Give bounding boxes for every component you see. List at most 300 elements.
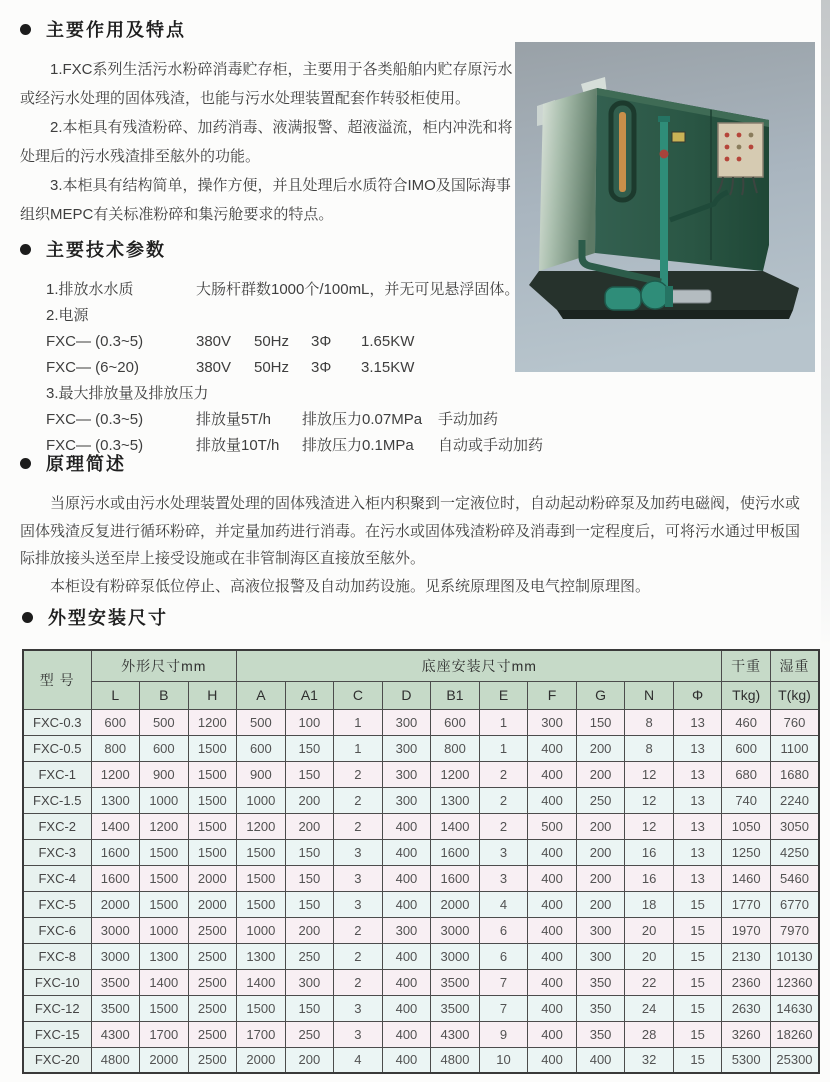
value-cell: 1 <box>479 709 528 735</box>
value-cell: 3500 <box>91 969 140 995</box>
value-cell: 1500 <box>188 813 237 839</box>
value-cell: 150 <box>285 891 334 917</box>
value-cell: 150 <box>285 761 334 787</box>
value-cell: 1300 <box>140 943 189 969</box>
value-cell: 1500 <box>237 995 286 1021</box>
header-col: B1 <box>431 681 480 709</box>
value-cell: 600 <box>91 709 140 735</box>
value-cell: 1300 <box>91 787 140 813</box>
header-col: C <box>334 681 383 709</box>
value-cell: 400 <box>382 995 431 1021</box>
section-title: 主要作用及特点 <box>46 20 186 40</box>
value-cell: 2 <box>334 943 383 969</box>
value-cell: 350 <box>576 969 625 995</box>
value-cell: 13 <box>673 813 722 839</box>
value-cell: 250 <box>285 943 334 969</box>
value-cell: 150 <box>285 735 334 761</box>
value-cell: 400 <box>528 969 577 995</box>
discharge-rate: 排放量10T/h <box>196 437 280 454</box>
table-row <box>23 943 819 969</box>
value-cell: 600 <box>237 735 286 761</box>
value-cell: 3 <box>334 1021 383 1047</box>
dimensions-table-head <box>23 650 819 709</box>
value-cell: 1500 <box>188 839 237 865</box>
model-cell: FXC-1.5 <box>23 787 91 813</box>
value-cell: 200 <box>576 761 625 787</box>
value-cell: 15 <box>673 943 722 969</box>
value-cell: 2500 <box>188 917 237 943</box>
table-row <box>23 787 819 813</box>
bullet-icon <box>22 612 33 623</box>
value-cell: 2000 <box>237 1047 286 1073</box>
value-cell: 400 <box>382 839 431 865</box>
water-quality-value: 大肠杆群数1000个/100mL，并无可见悬浮固体。 <box>196 281 520 298</box>
table-row <box>23 709 819 735</box>
value-cell: 2 <box>334 787 383 813</box>
value-cell: 1500 <box>237 865 286 891</box>
value-cell: 1500 <box>140 865 189 891</box>
value-cell: 3 <box>334 839 383 865</box>
value-cell: 760 <box>770 709 819 735</box>
value-cell: 3500 <box>431 995 480 1021</box>
value-cell: 1050 <box>722 813 771 839</box>
model-cell: FXC-5 <box>23 891 91 917</box>
value-cell: 7970 <box>770 917 819 943</box>
header-col: L <box>91 681 140 709</box>
model-cell: FXC-1 <box>23 761 91 787</box>
dimensions-table <box>22 649 820 1074</box>
header-col: H <box>188 681 237 709</box>
value-cell: 1400 <box>91 813 140 839</box>
header-base-dims: 底座安装尺寸mm <box>237 650 722 681</box>
model-cell: FXC-3 <box>23 839 91 865</box>
value-cell: 1400 <box>140 969 189 995</box>
section-dimensions <box>22 604 820 1074</box>
model-cell: FXC-0.5 <box>23 735 91 761</box>
discharge-row <box>46 407 605 433</box>
power-phase: 3Φ <box>311 359 332 376</box>
value-cell: 15 <box>673 969 722 995</box>
header-wet-weight: 湿重 <box>770 650 819 681</box>
value-cell: 1200 <box>140 813 189 839</box>
value-cell: 4800 <box>431 1047 480 1073</box>
value-cell: 250 <box>576 787 625 813</box>
power-frequency: 50Hz <box>254 359 290 376</box>
value-cell: 500 <box>528 813 577 839</box>
value-cell: 1000 <box>140 787 189 813</box>
power-kw: 1.65KW <box>361 333 415 350</box>
value-cell: 8 <box>625 709 674 735</box>
value-cell: 200 <box>576 813 625 839</box>
value-cell: 1460 <box>722 865 771 891</box>
value-cell: 2500 <box>188 1021 237 1047</box>
value-cell: 3500 <box>431 969 480 995</box>
table-row <box>23 865 819 891</box>
value-cell: 1200 <box>237 813 286 839</box>
value-cell: 8 <box>625 735 674 761</box>
value-cell: 300 <box>382 761 431 787</box>
model-cell: FXC-20 <box>23 1047 91 1073</box>
section-title: 外型安装尺寸 <box>48 608 168 628</box>
value-cell: 350 <box>576 995 625 1021</box>
discharge-pressure: 排放压力0.1MPa <box>302 437 414 454</box>
value-cell: 24 <box>625 995 674 1021</box>
table-row <box>23 917 819 943</box>
value-cell: 2 <box>479 761 528 787</box>
value-cell: 1300 <box>237 943 286 969</box>
principle-paragraph: 本柜设有粉碎泵低位停止、高液位报警及自动加药设施。见系统原理图及电气控制原理图。 <box>50 577 651 595</box>
table-row <box>23 891 819 917</box>
value-cell: 1000 <box>237 787 286 813</box>
discharge-model: FXC— (0.3~5) <box>46 411 144 428</box>
value-cell: 1500 <box>188 787 237 813</box>
value-cell: 4 <box>334 1047 383 1073</box>
value-cell: 6770 <box>770 891 819 917</box>
value-cell: 400 <box>528 761 577 787</box>
model-cell: FXC-0.3 <box>23 709 91 735</box>
value-cell: 1400 <box>431 813 480 839</box>
value-cell: 2240 <box>770 787 819 813</box>
value-cell: 1680 <box>770 761 819 787</box>
value-cell: 600 <box>722 735 771 761</box>
model-cell: FXC-15 <box>23 1021 91 1047</box>
value-cell: 1500 <box>140 891 189 917</box>
value-cell: 460 <box>722 709 771 735</box>
value-cell: 2 <box>334 917 383 943</box>
value-cell: 1000 <box>237 917 286 943</box>
value-cell: 13 <box>673 787 722 813</box>
value-cell: 400 <box>528 1047 577 1073</box>
value-cell: 150 <box>576 709 625 735</box>
value-cell: 400 <box>528 839 577 865</box>
value-cell: 1500 <box>140 839 189 865</box>
tech-params-body <box>20 277 605 459</box>
value-cell: 9 <box>479 1021 528 1047</box>
value-cell: 1700 <box>237 1021 286 1047</box>
value-cell: 200 <box>285 813 334 839</box>
value-cell: 4800 <box>91 1047 140 1073</box>
value-cell: 16 <box>625 839 674 865</box>
value-cell: 200 <box>285 1047 334 1073</box>
value-cell: 4250 <box>770 839 819 865</box>
value-cell: 1770 <box>722 891 771 917</box>
value-cell: 300 <box>382 709 431 735</box>
table-row <box>23 735 819 761</box>
value-cell: 740 <box>722 787 771 813</box>
value-cell: 3 <box>334 891 383 917</box>
value-cell: 7 <box>479 969 528 995</box>
value-cell: 2000 <box>91 891 140 917</box>
section-title: 主要技术参数 <box>46 240 166 260</box>
value-cell: 1200 <box>91 761 140 787</box>
value-cell: 200 <box>576 865 625 891</box>
discharge-dosing: 自动或手动加药 <box>438 437 544 454</box>
value-cell: 400 <box>382 891 431 917</box>
value-cell: 1400 <box>237 969 286 995</box>
value-cell: 1200 <box>431 761 480 787</box>
value-cell: 800 <box>91 735 140 761</box>
value-cell: 1600 <box>431 839 480 865</box>
value-cell: 400 <box>382 813 431 839</box>
value-cell: 1 <box>479 735 528 761</box>
header-col: E <box>479 681 528 709</box>
table-row <box>23 1047 819 1073</box>
power-phase: 3Φ <box>311 333 332 350</box>
bullet-icon <box>20 458 31 469</box>
header-col: Tkg) <box>722 681 771 709</box>
value-cell: 3000 <box>431 917 480 943</box>
value-cell: 800 <box>431 735 480 761</box>
header-col: D <box>382 681 431 709</box>
value-cell: 1000 <box>140 917 189 943</box>
value-cell: 3 <box>479 839 528 865</box>
value-cell: 400 <box>576 1047 625 1073</box>
table-row <box>23 1021 819 1047</box>
section-principle <box>20 450 814 600</box>
value-cell: 2500 <box>188 969 237 995</box>
value-cell: 1200 <box>188 709 237 735</box>
value-cell: 300 <box>285 969 334 995</box>
header-dry-weight: 干重 <box>722 650 771 681</box>
power-frequency: 50Hz <box>254 333 290 350</box>
value-cell: 6 <box>479 943 528 969</box>
value-cell: 2000 <box>188 891 237 917</box>
header-col: N <box>625 681 674 709</box>
value-cell: 18 <box>625 891 674 917</box>
value-cell: 1300 <box>431 787 480 813</box>
value-cell: 600 <box>140 735 189 761</box>
discharge-model: FXC— (0.3~5) <box>46 437 144 454</box>
value-cell: 4 <box>479 891 528 917</box>
value-cell: 350 <box>576 1021 625 1047</box>
bullet-icon <box>20 244 31 255</box>
bullet-icon <box>20 24 31 35</box>
value-cell: 2630 <box>722 995 771 1021</box>
value-cell: 1250 <box>722 839 771 865</box>
section-principle-header <box>20 450 814 476</box>
section-title: 原理简述 <box>46 454 126 474</box>
table-row <box>23 839 819 865</box>
value-cell: 1500 <box>140 995 189 1021</box>
dimensions-table-body <box>23 709 819 1073</box>
value-cell: 2000 <box>188 865 237 891</box>
value-cell: 2 <box>334 761 383 787</box>
value-cell: 1600 <box>91 839 140 865</box>
value-cell: 250 <box>285 1021 334 1047</box>
value-cell: 16 <box>625 865 674 891</box>
value-cell: 1500 <box>237 839 286 865</box>
value-cell: 300 <box>576 917 625 943</box>
value-cell: 400 <box>382 943 431 969</box>
value-cell: 2360 <box>722 969 771 995</box>
section-tech-params <box>20 236 605 459</box>
value-cell: 400 <box>528 787 577 813</box>
header-col: B <box>140 681 189 709</box>
power-model: FXC— (6~20) <box>46 359 139 376</box>
features-paragraph: 3.本柜具有结构简单，操作方便，并且处理后水质符合IMO及国际海事组织MEPC有关标准粉碎和集污舱要求的特点。 <box>20 177 511 223</box>
value-cell: 500 <box>140 709 189 735</box>
discharge-pressure: 排放压力0.07MPa <box>302 411 423 428</box>
water-quality-line <box>46 277 605 303</box>
value-cell: 25300 <box>770 1047 819 1073</box>
value-cell: 300 <box>528 709 577 735</box>
value-cell: 3000 <box>91 917 140 943</box>
value-cell: 200 <box>576 735 625 761</box>
value-cell: 22 <box>625 969 674 995</box>
value-cell: 2500 <box>188 995 237 1021</box>
value-cell: 12 <box>625 813 674 839</box>
value-cell: 2 <box>479 813 528 839</box>
value-cell: 400 <box>382 865 431 891</box>
value-cell: 3260 <box>722 1021 771 1047</box>
value-cell: 400 <box>528 891 577 917</box>
value-cell: 12 <box>625 787 674 813</box>
value-cell: 600 <box>431 709 480 735</box>
model-cell: FXC-12 <box>23 995 91 1021</box>
header-col: F <box>528 681 577 709</box>
value-cell: 400 <box>382 1047 431 1073</box>
value-cell: 150 <box>285 865 334 891</box>
value-cell: 400 <box>528 943 577 969</box>
section-dimensions-header <box>22 604 820 630</box>
value-cell: 2 <box>334 969 383 995</box>
value-cell: 3000 <box>431 943 480 969</box>
value-cell: 1700 <box>140 1021 189 1047</box>
value-cell: 400 <box>382 969 431 995</box>
discharge-label: 3.最大排放量及排放压力 <box>46 385 209 402</box>
group-header-row <box>23 650 819 681</box>
section-features-header <box>20 16 516 42</box>
value-cell: 150 <box>285 839 334 865</box>
value-cell: 4300 <box>431 1021 480 1047</box>
value-cell: 15 <box>673 1047 722 1073</box>
value-cell: 2000 <box>431 891 480 917</box>
value-cell: 900 <box>237 761 286 787</box>
value-cell: 10 <box>479 1047 528 1073</box>
sub-header-row <box>23 681 819 709</box>
value-cell: 20 <box>625 943 674 969</box>
value-cell: 15 <box>673 1021 722 1047</box>
header-col: Φ <box>673 681 722 709</box>
power-row <box>46 329 605 355</box>
table-row <box>23 969 819 995</box>
model-cell: FXC-10 <box>23 969 91 995</box>
value-cell: 900 <box>140 761 189 787</box>
table-row <box>23 995 819 1021</box>
model-cell: FXC-6 <box>23 917 91 943</box>
model-cell: FXC-4 <box>23 865 91 891</box>
header-model: 型 号 <box>23 650 91 709</box>
value-cell: 200 <box>285 787 334 813</box>
discharge-rate: 排放量5T/h <box>196 411 272 428</box>
value-cell: 13 <box>673 761 722 787</box>
power-supply-label: 2.电源 <box>46 307 89 324</box>
discharge-dosing: 手动加药 <box>438 411 499 428</box>
value-cell: 20 <box>625 917 674 943</box>
value-cell: 13 <box>673 839 722 865</box>
water-quality-label: 1.排放水水质 <box>46 281 134 298</box>
value-cell: 15 <box>673 995 722 1021</box>
value-cell: 400 <box>528 995 577 1021</box>
power-model: FXC— (0.3~5) <box>46 333 144 350</box>
value-cell: 14630 <box>770 995 819 1021</box>
value-cell: 1100 <box>770 735 819 761</box>
value-cell: 400 <box>382 1021 431 1047</box>
table-row <box>23 813 819 839</box>
value-cell: 13 <box>673 865 722 891</box>
value-cell: 12360 <box>770 969 819 995</box>
value-cell: 2500 <box>188 1047 237 1073</box>
value-cell: 4300 <box>91 1021 140 1047</box>
principle-paragraph: 当原污水或由污水处理装置处理的固体残渣进入柜内积聚到一定液位时，自动起动粉碎泵及加药电磁阀，使污水或固体残渣反复进行循环粉碎，并定量加药进行消毒。在污水或固体残渣粉碎及消毒到一定程度后，可将污水通过甲板国际排放接头送至岸上接受设施或在非管制海区直接放至舷外。 <box>20 495 801 567</box>
value-cell: 32 <box>625 1047 674 1073</box>
value-cell: 200 <box>576 839 625 865</box>
value-cell: 3050 <box>770 813 819 839</box>
model-cell: FXC-8 <box>23 943 91 969</box>
value-cell: 5460 <box>770 865 819 891</box>
value-cell: 2000 <box>140 1047 189 1073</box>
value-cell: 18260 <box>770 1021 819 1047</box>
header-outline-dims: 外形尺寸mm <box>91 650 237 681</box>
features-paragraph: 2.本柜具有残渣粉碎、加药消毒、液满报警、超液溢流，柜内冲洗和将处理后的污水残渣排至舷外的功能。 <box>20 119 513 165</box>
value-cell: 200 <box>285 917 334 943</box>
value-cell: 300 <box>576 943 625 969</box>
table-row <box>23 761 819 787</box>
value-cell: 150 <box>285 995 334 1021</box>
power-row <box>46 355 605 381</box>
value-cell: 15 <box>673 891 722 917</box>
header-col: A <box>237 681 286 709</box>
value-cell: 2500 <box>188 943 237 969</box>
value-cell: 500 <box>237 709 286 735</box>
value-cell: 300 <box>382 917 431 943</box>
value-cell: 1600 <box>431 865 480 891</box>
value-cell: 28 <box>625 1021 674 1047</box>
value-cell: 680 <box>722 761 771 787</box>
value-cell: 300 <box>382 787 431 813</box>
value-cell: 2 <box>479 787 528 813</box>
value-cell: 400 <box>528 735 577 761</box>
scan-edge-shadow <box>821 0 830 648</box>
value-cell: 300 <box>382 735 431 761</box>
value-cell: 400 <box>528 917 577 943</box>
value-cell: 3 <box>334 995 383 1021</box>
power-voltage: 380V <box>196 359 232 376</box>
value-cell: 13 <box>673 735 722 761</box>
section-features <box>20 16 516 229</box>
value-cell: 15 <box>673 917 722 943</box>
value-cell: 400 <box>528 865 577 891</box>
value-cell: 1600 <box>91 865 140 891</box>
section-tech-header <box>20 236 605 262</box>
value-cell: 13 <box>673 709 722 735</box>
header-col: G <box>576 681 625 709</box>
value-cell: 5300 <box>722 1047 771 1073</box>
value-cell: 2130 <box>722 943 771 969</box>
value-cell: 12 <box>625 761 674 787</box>
power-kw: 3.15KW <box>361 359 415 376</box>
value-cell: 3 <box>334 865 383 891</box>
value-cell: 2 <box>334 813 383 839</box>
value-cell: 1500 <box>188 761 237 787</box>
model-cell: FXC-2 <box>23 813 91 839</box>
value-cell: 200 <box>576 891 625 917</box>
power-voltage: 380V <box>196 333 232 350</box>
value-cell: 1970 <box>722 917 771 943</box>
features-paragraph: 1.FXC系列生活污水粉碎消毒贮存柜，主要用于各类船舶内贮存原污水或经污水处理的固体残渣，也能与污水处理装置配套作转驳柜使用。 <box>20 61 513 107</box>
value-cell: 3 <box>479 865 528 891</box>
header-col: T(kg) <box>770 681 819 709</box>
